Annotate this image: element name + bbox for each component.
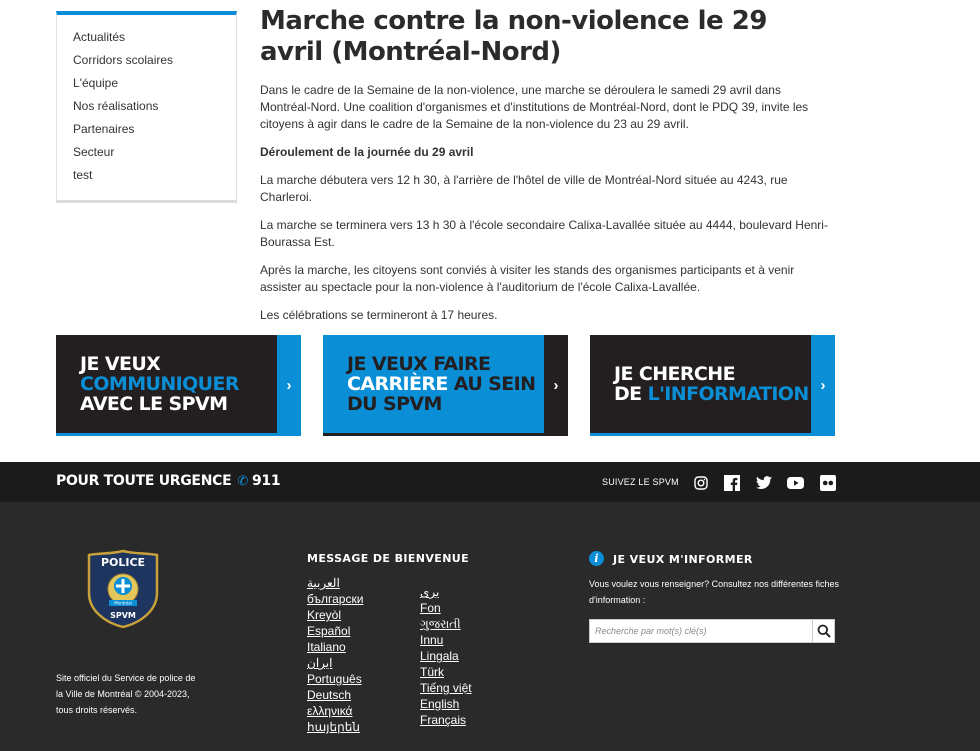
welcome-title: MESSAGE DE BIENVENUE bbox=[307, 552, 470, 565]
cta-text: DU SPVM bbox=[347, 393, 442, 415]
cta-text: L'INFORMATION bbox=[647, 383, 809, 405]
legal-text: Site officiel du Service de police de la Ville de Montréal © 2004-2023, tous droits réservés. bbox=[56, 673, 196, 715]
cta-text: JE VEUX bbox=[80, 353, 161, 375]
sidebar-item-actualites[interactable]: Actualités bbox=[73, 30, 126, 44]
language-link[interactable]: Tiếng việt bbox=[420, 681, 472, 695]
emergency-bar bbox=[0, 462, 980, 502]
svg-text:POLICE: POLICE bbox=[100, 556, 146, 569]
language-link[interactable]: Lingala bbox=[420, 649, 459, 663]
sidebar-item-corridors[interactable]: Corridors scolaires bbox=[73, 53, 174, 67]
language-link[interactable]: Deutsch bbox=[307, 688, 352, 702]
cta-text: JE VEUX FAIRE bbox=[347, 353, 491, 375]
language-link[interactable]: Fon bbox=[420, 601, 441, 615]
chevron-right-icon: › bbox=[811, 335, 835, 436]
chevron-right-icon: › bbox=[544, 335, 568, 436]
search-input[interactable] bbox=[590, 620, 812, 642]
language-link[interactable]: ગુજરાતી bbox=[420, 617, 461, 631]
info-text: Vous voulez vous renseigner? Consultez nos différentes fiches d'information : bbox=[589, 579, 839, 605]
cta-information-body bbox=[590, 335, 811, 436]
youtube-icon[interactable] bbox=[787, 474, 804, 491]
emergency-label bbox=[56, 473, 280, 489]
language-link[interactable]: Türk bbox=[420, 665, 444, 679]
language-link[interactable]: български bbox=[307, 592, 364, 606]
language-link[interactable]: ایران bbox=[307, 656, 333, 670]
article-subtitle: Déroulement de la journée du 29 avril bbox=[260, 145, 474, 159]
sidebar-item-partenaires[interactable]: Partenaires bbox=[73, 122, 135, 136]
info-title: JE VEUX M'INFORMER bbox=[613, 553, 753, 566]
sidebar-item-realisations[interactable]: Nos réalisations bbox=[73, 99, 159, 113]
emergency-text: POUR TOUTE URGENCE bbox=[56, 473, 232, 489]
cta-information-button[interactable] bbox=[590, 335, 835, 436]
language-link[interactable]: հայերեն bbox=[307, 720, 360, 734]
language-link[interactable]: العربية bbox=[307, 576, 340, 590]
cta-text: JE CHERCHE bbox=[614, 363, 735, 385]
search-icon bbox=[817, 624, 831, 638]
cta-carriere-button[interactable] bbox=[323, 335, 568, 436]
flickr-icon[interactable] bbox=[819, 474, 836, 491]
language-link[interactable]: Italiano bbox=[307, 640, 346, 654]
svg-text:Montréal: Montréal bbox=[114, 600, 132, 606]
sidebar-nav bbox=[56, 11, 237, 203]
article-paragraph: La marche débutera vers 12 h 30, à l'arrière de l'hôtel de ville de Montréal-Nord située au 4243, rue Charleroi. bbox=[260, 173, 788, 204]
svg-text:SPVM: SPVM bbox=[110, 611, 136, 620]
instagram-icon[interactable] bbox=[692, 474, 709, 491]
sidebar-item-test[interactable]: test bbox=[73, 168, 93, 182]
article-paragraph: Dans le cadre de la Semaine de la non-violence, une marche se déroulera le samedi 29 avril dans Montréal-Nord. Une coalition d'organismes et d'institutions de Montréal-Nord, dont le PDQ 39, invite les citoyens à agir dans le cadre de la Semaine de la non-violence du 23 au 29 avril. bbox=[260, 83, 809, 131]
sidebar-item-secteur[interactable]: Secteur bbox=[73, 145, 115, 159]
phone-icon: ✆ bbox=[237, 474, 248, 489]
language-link[interactable]: Español bbox=[307, 624, 351, 638]
sidebar-item-equipe[interactable]: L'équipe bbox=[73, 76, 118, 90]
follow-label: SUIVEZ LE SPVM bbox=[602, 477, 679, 487]
cta-text: CARRIÈRE bbox=[347, 373, 448, 395]
cta-text: DE bbox=[614, 383, 648, 405]
language-link[interactable]: English bbox=[420, 697, 460, 711]
footer bbox=[0, 502, 980, 751]
emergency-number[interactable]: 911 bbox=[251, 473, 281, 489]
language-link[interactable]: Kreyòl bbox=[307, 608, 342, 622]
page-title: Marche contre la non-violence le 29 avril (Montréal-Nord) bbox=[260, 6, 767, 67]
language-link[interactable]: Português bbox=[307, 672, 362, 686]
article bbox=[260, 6, 830, 324]
article-paragraph: Les célébrations se termineront à 17 heures. bbox=[260, 308, 498, 322]
language-link[interactable]: ελληνικά bbox=[307, 704, 353, 718]
cta-text: AU SEIN bbox=[447, 373, 536, 395]
cta-text: AVEC LE SPVM bbox=[80, 393, 228, 415]
language-list bbox=[420, 584, 472, 728]
twitter-icon[interactable] bbox=[755, 474, 772, 491]
language-list bbox=[307, 575, 363, 735]
cta-communiquer-body bbox=[56, 335, 277, 436]
cta-carriere-body bbox=[323, 335, 544, 436]
cta-communiquer-button[interactable] bbox=[56, 335, 301, 436]
search-box bbox=[589, 619, 835, 643]
language-link[interactable]: یری bbox=[420, 585, 440, 599]
language-link[interactable]: Français bbox=[420, 713, 467, 727]
chevron-right-icon: › bbox=[277, 335, 301, 436]
cta-text: COMMUNIQUER bbox=[80, 373, 239, 395]
spvm-badge-logo[interactable] bbox=[86, 549, 160, 634]
language-link[interactable]: Innu bbox=[420, 633, 444, 647]
article-paragraph: La marche se terminera vers 13 h 30 à l'école secondaire Calixa-Lavallée située au 4444, boulevard Henri-Bourassa Est. bbox=[260, 218, 828, 249]
search-button[interactable] bbox=[812, 620, 834, 642]
info-icon: i bbox=[589, 551, 604, 566]
article-paragraph: Après la marche, les citoyens sont conviés à visiter les stands des organismes participants et à venir assister au spectacle pour la non-violence à l'auditorium de l'école Calixa-Lavallée. bbox=[260, 263, 795, 294]
facebook-icon[interactable] bbox=[723, 474, 740, 491]
